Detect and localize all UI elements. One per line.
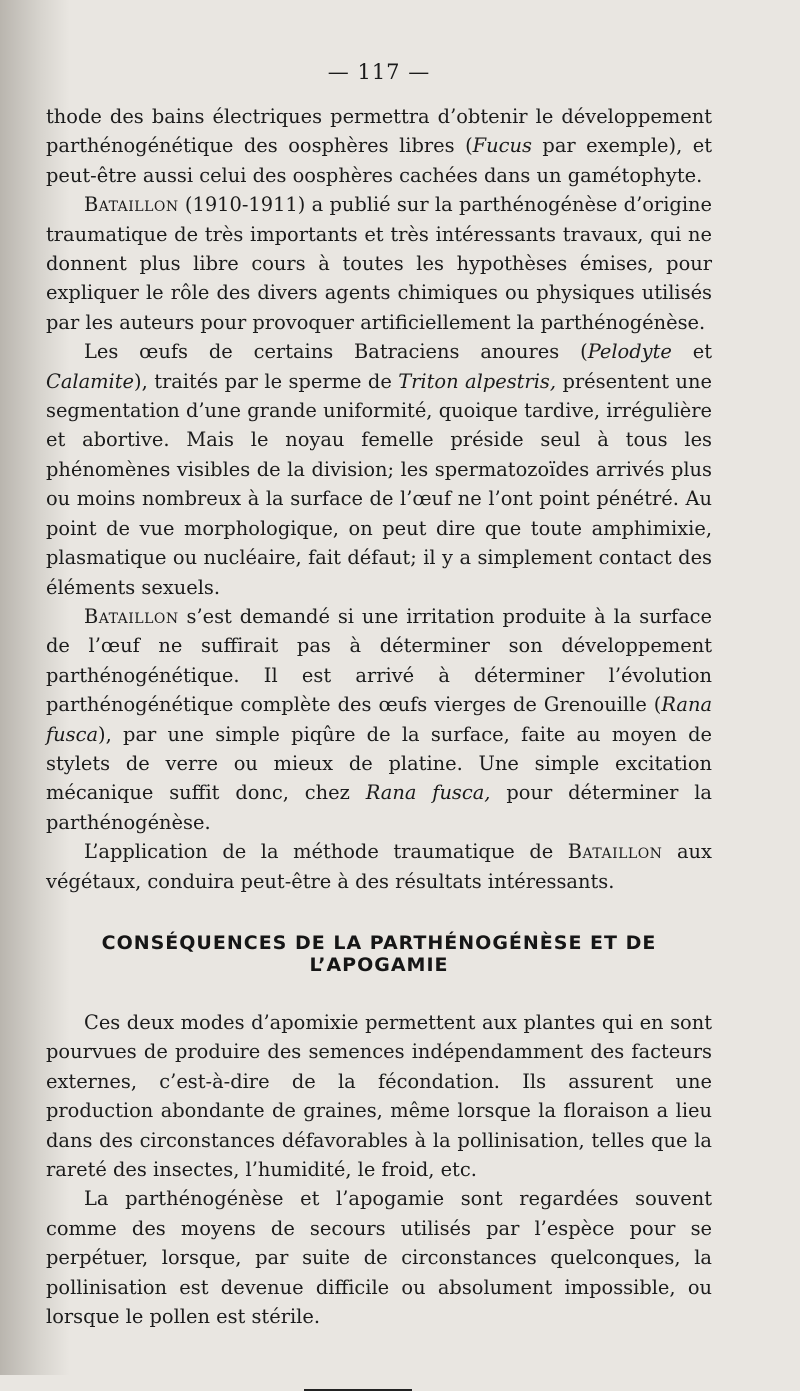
paragraph xyxy=(46,1008,712,1184)
text-run: pour déterminer la parthénogénèse. xyxy=(46,781,712,834)
page-number: — 117 — xyxy=(327,60,431,84)
author-name: Bataillon xyxy=(567,840,663,864)
paragraph xyxy=(46,1184,712,1331)
text-run: aux végétaux, conduira peut-être à des résultats intéressants. xyxy=(46,840,712,893)
text-run: Les œufs de certains Batraciens anoures ( xyxy=(84,340,588,364)
text-run: Ces deux modes d’apomixie permettent aux plantes qui en sont pourvues de produire des semences indépendamment des facteurs externes, c’est-à-dire de la fécondation. Ils assurent une production abondante de graines, même lorsque la floraison a lieu dans des circonstances défavorables à la pollinisation, telles que la rareté des insectes, l’humidité, le froid, etc. xyxy=(46,1010,712,1181)
italic-term: Pelodyte xyxy=(587,340,672,364)
text-run: et xyxy=(671,340,712,364)
paragraph xyxy=(46,102,712,190)
text-run: par exemple), et peut-être aussi celui des oosphères cachées dans un gamétophyte. xyxy=(46,134,712,187)
text-run: ), traités par le sperme de xyxy=(134,369,399,393)
text-run: La parthénogénèse et l’apogamie sont regardées souvent comme des moyens de secours utilisés par l’espèce pour se perpétuer, lorsque, par suite de circonstances quelconques, la pollinisation est devenue difficile ou absolument impossible, ou lorsque le pollen est stérile. xyxy=(46,1187,712,1329)
italic-term: Rana fusca xyxy=(46,693,712,746)
italic-term: Rana fusca, xyxy=(365,781,491,805)
text-run: ), par une simple piqûre de la surface, faite au moyen de stylets de verre ou mieux de platine. Une simple excitation mécanique suffit donc, chez xyxy=(46,722,712,805)
author-name: Bataillon xyxy=(84,604,179,628)
paragraph xyxy=(46,837,712,896)
section-body-1 xyxy=(46,102,712,896)
text-run: présentent une segmentation d’une grande uniformité, quoique tardive, irrégulière et abortive. Mais le noyau femelle préside seul à tous les phénomènes visibles de la division; les spermatozoïdes arrivés plus ou moins nombreux à la surface de l’œuf ne l’ont point pénétré. Au point de vue morphologique, on peut dire que toute amphimixie, plasmatique ou nucléaire, fait défaut; il y a simplement contact des éléments sexuels. xyxy=(46,369,712,599)
author-name: Bataillon xyxy=(84,193,179,217)
text-run: L’application de la méthode traumatique de xyxy=(84,840,568,864)
text-run: s’est demandé si une irritation produite à la surface de l’œuf ne suffirait pas à déterminer son développement parthénogénétique. Il est arrivé à déterminer l’évolution parthénogénétique complète des œufs vierges de Grenouille ( xyxy=(46,604,712,717)
italic-term: Calamite xyxy=(46,369,135,393)
paragraph xyxy=(46,190,712,337)
text-run: thode des bains électriques permettra d’obtenir le développement parthénogénétique des oosphères libres ( xyxy=(46,105,712,158)
section-heading: CONSÉQUENCES DE LA PARTHÉNOGÉNÈSE ET DE L’APOGAMIE xyxy=(101,931,657,976)
document-page xyxy=(46,60,712,1391)
paragraph xyxy=(46,602,712,837)
section-body-2 xyxy=(46,1008,712,1331)
paragraph xyxy=(46,337,712,602)
italic-term: Fucus xyxy=(472,134,532,158)
italic-term: Triton alpestris, xyxy=(398,369,557,393)
text-run: (1910-1911) a publié sur la parthénogénèse d’origine traumatique de très importants et très intéressants travaux, qui ne donnent plus libre cours à toutes les hypothèses émises, pour expliquer le rôle des divers agents chimiques ou physiques utilisés par les auteurs pour provoquer artificiellement la parthénogénèse. xyxy=(46,193,712,334)
